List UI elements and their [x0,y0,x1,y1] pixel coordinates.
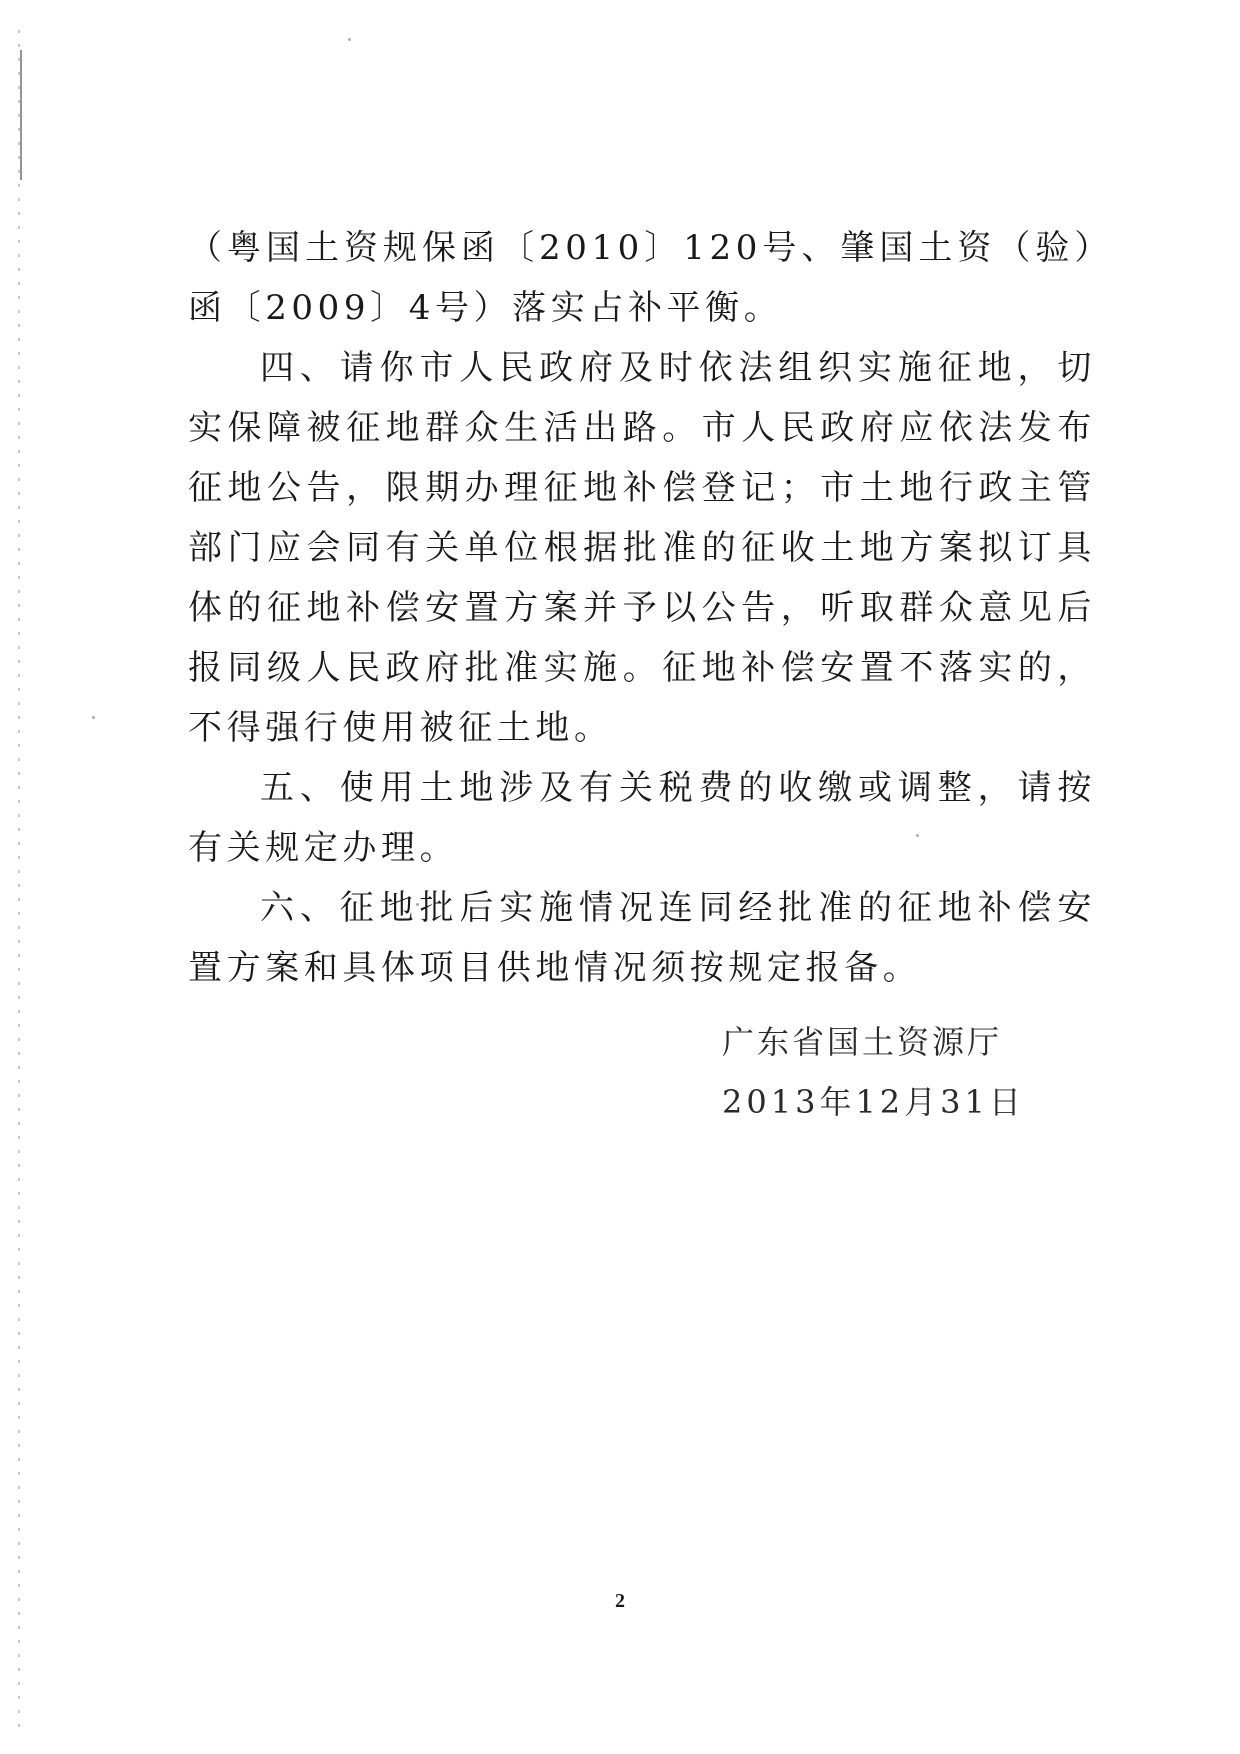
scan-edge-mark [20,50,22,180]
page-number: 2 [615,1590,625,1612]
issue-date: 2013年12月31日 [722,1083,1025,1121]
paragraph-item-five: 五、使用土地涉及有关税费的收缴或调整，请按有关规定办理。 [188,768,1096,868]
paragraph-item-four: 四、请你市人民政府及时依法组织实施征地，切实保障被征地群众生活出路。市人民政府应依法发布征地公告，限期办理征地补偿登记；市土地行政主管部门应会同有关单位根据批准的征收土地方案拟订具体的征地补偿安置方案并予以公告，听取群众意见后报同级人民政府批准实施。征地补偿安置不落实的，不得强行使用被征土地。 [188,348,1096,748]
paragraph-item-six: 六、征地批后实施情况连同经批准的征地补偿安置方案和具体项目供地情况须按规定报备。 [188,888,1096,988]
letter-body [188,218,1096,998]
scan-edge-artifact [18,30,20,1730]
signature-block [722,1012,1025,1132]
paragraph-continuation: （粤国土资规保函〔2010〕120号、肇国土资（验）函〔2009〕4号）落实占补平衡。 [188,228,1096,328]
scan-speck [348,38,351,41]
scan-speck [92,716,95,719]
issuing-organization: 广东省国土资源厅 [722,1023,1003,1061]
